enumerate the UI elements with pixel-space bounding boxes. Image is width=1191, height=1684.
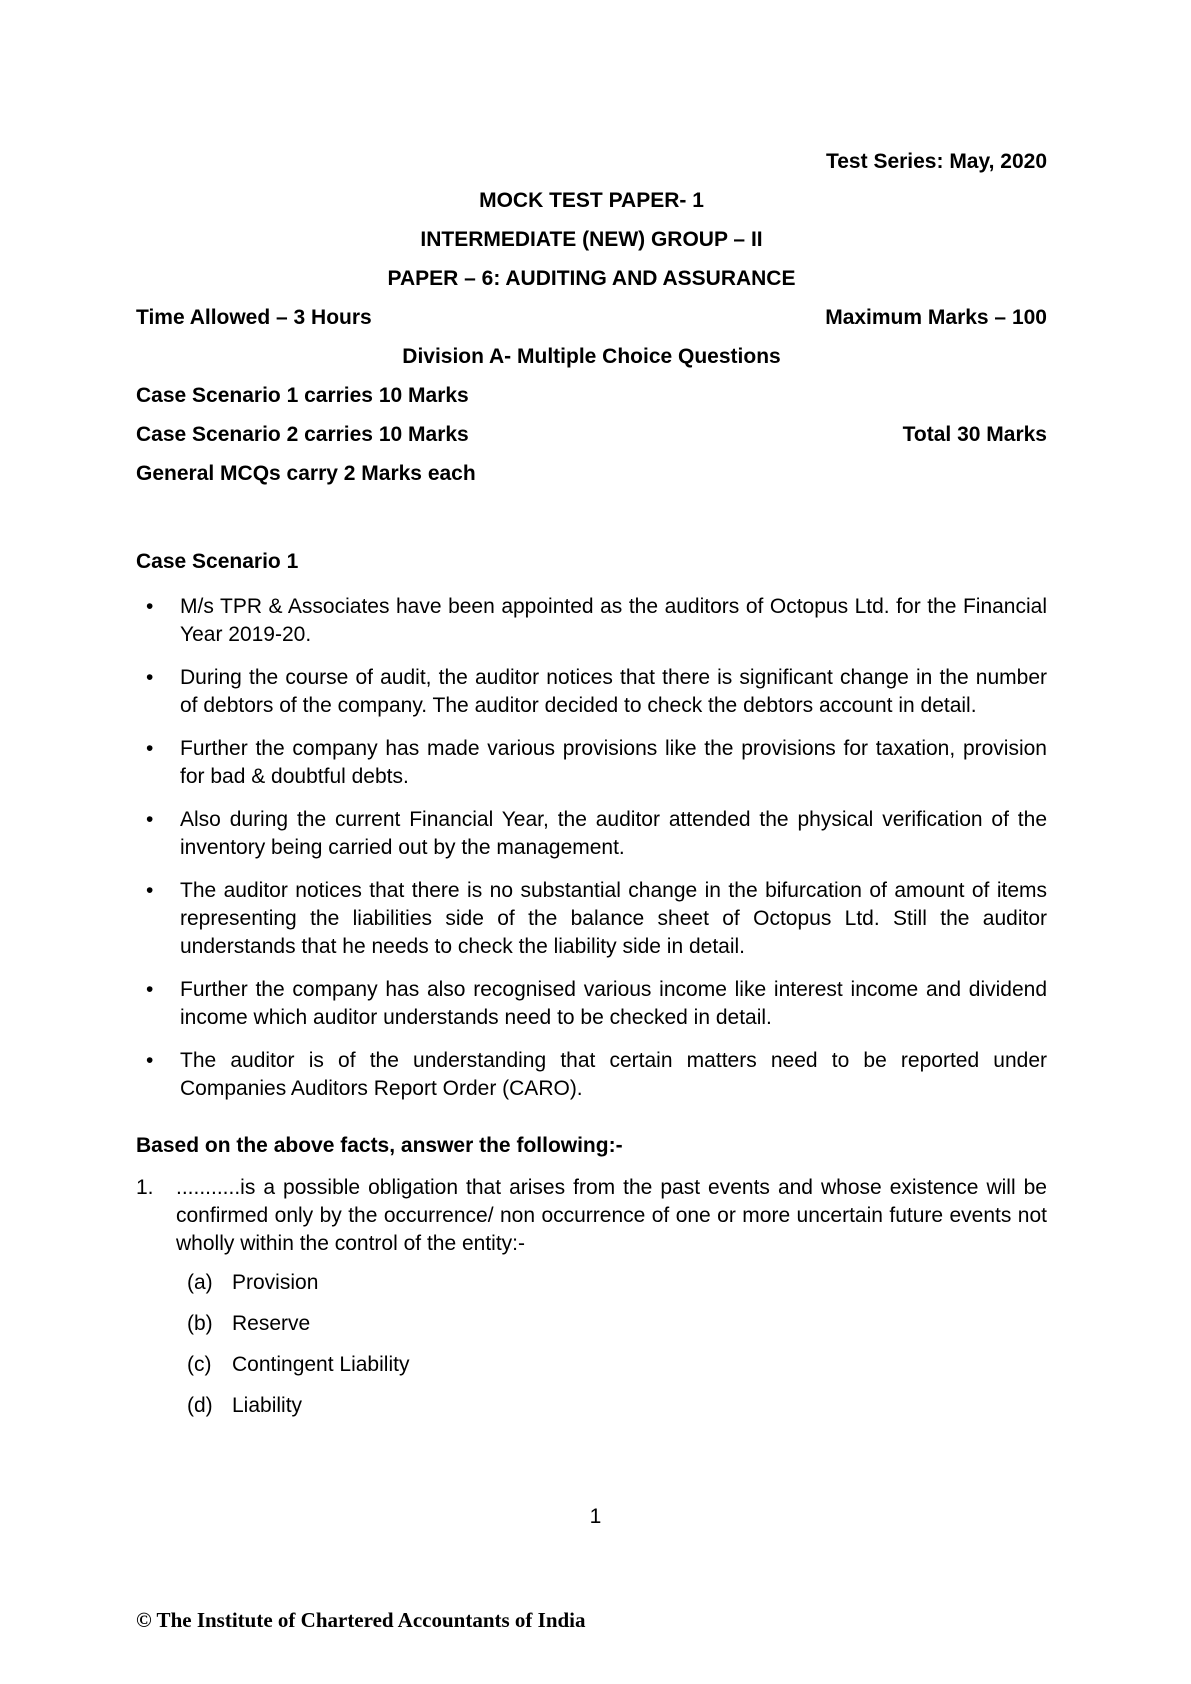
option-d [136, 1392, 1047, 1420]
bullet-text: During the course of audit, the auditor notices that there is significant change in the number of debtors of the company. The auditor decided to check the debtors account in detail. [180, 666, 1047, 717]
total-marks-label: Total 30 Marks [902, 423, 1047, 446]
page-number: 1 [589, 1505, 602, 1528]
bullet-icon: • [146, 879, 154, 902]
time-marks-line [136, 304, 1047, 332]
option-b-label: Reserve [232, 1312, 311, 1335]
case-scenario-1-marks-label: Case Scenario 1 carries 10 Marks [136, 384, 469, 407]
question-number: 1. [136, 1176, 154, 1199]
option-d-label: Liability [232, 1394, 303, 1417]
option-b [136, 1310, 1047, 1338]
bullet-icon: • [146, 1049, 154, 1072]
bullet-item [136, 735, 1047, 791]
maximum-marks-label: Maximum Marks – 100 [825, 306, 1047, 329]
case-scenario-2-marks-label: Case Scenario 2 carries 10 Marks [136, 423, 469, 446]
time-allowed-label: Time Allowed – 3 Hours [136, 306, 372, 329]
bullet-icon: • [146, 808, 154, 831]
bullet-icon: • [146, 978, 154, 1001]
bullet-item [136, 1047, 1047, 1103]
title-mock-test-paper: MOCK TEST PAPER- 1 [479, 189, 704, 212]
bullet-text: Further the company has also recognised various income like interest income and dividend income which auditor understands need to be checked in detail. [180, 978, 1047, 1029]
marks-line-1 [136, 382, 1047, 410]
page-content [136, 148, 1047, 1420]
bullet-text: Also during the current Financial Year, the auditor attended the physical verification of the inventory being carried out by the management. [180, 808, 1047, 859]
option-c-marker: (c) [187, 1353, 212, 1376]
question-text: ...........is a possible obligation that arises from the past events and whose existence will be confirmed only by the occurrence/ non occurrence of one or more uncertain future events not wholly within the control of the entity:- [176, 1176, 1047, 1255]
title-paper-subject: PAPER – 6: AUDITING AND ASSURANCE [387, 267, 796, 290]
marks-line-3 [136, 460, 1047, 488]
bullet-list [136, 593, 1047, 1103]
option-a-label: Provision [232, 1271, 319, 1294]
question-1 [136, 1174, 1047, 1258]
option-a [136, 1269, 1047, 1297]
marks-line-2 [136, 421, 1047, 449]
bullet-item [136, 806, 1047, 862]
bullet-icon: • [146, 595, 154, 618]
bullet-item [136, 593, 1047, 649]
bullet-item [136, 664, 1047, 720]
bullet-text: The auditor is of the understanding that certain matters need to be reported under Companies Auditors Report Order (CARO). [180, 1049, 1047, 1100]
option-c-label: Contingent Liability [232, 1353, 410, 1376]
bullet-icon: • [146, 666, 154, 689]
bullet-text: Further the company has made various provisions like the provisions for taxation, provision for bad & doubtful debts. [180, 737, 1047, 788]
option-a-marker: (a) [187, 1271, 213, 1294]
title-group: INTERMEDIATE (NEW) GROUP – II [420, 228, 763, 251]
test-series-label: Test Series: May, 2020 [825, 150, 1047, 173]
options-list [136, 1269, 1047, 1420]
bullet-text: The auditor notices that there is no substantial change in the bifurcation of amount of items representing the liabilities side of the balance sheet of Octopus Ltd. Still the auditor understands that he needs to check the liability side in detail. [180, 879, 1047, 958]
copyright-notice: © The Institute of Chartered Accountants of India [136, 1608, 586, 1632]
option-c [136, 1351, 1047, 1379]
option-d-marker: (d) [187, 1394, 213, 1417]
facts-prompt: Based on the above facts, answer the following:- [136, 1134, 623, 1157]
division-heading: Division A- Multiple Choice Questions [402, 345, 781, 368]
bullet-item [136, 877, 1047, 961]
general-mcq-marks-label: General MCQs carry 2 Marks each [136, 462, 476, 485]
bullet-icon: • [146, 737, 154, 760]
case-scenario-heading: Case Scenario 1 [136, 550, 299, 573]
bullet-text: M/s TPR & Associates have been appointed as the auditors of Octopus Ltd. for the Financial Year 2019-20. [180, 595, 1047, 646]
option-b-marker: (b) [187, 1312, 213, 1335]
bullet-item [136, 976, 1047, 1032]
